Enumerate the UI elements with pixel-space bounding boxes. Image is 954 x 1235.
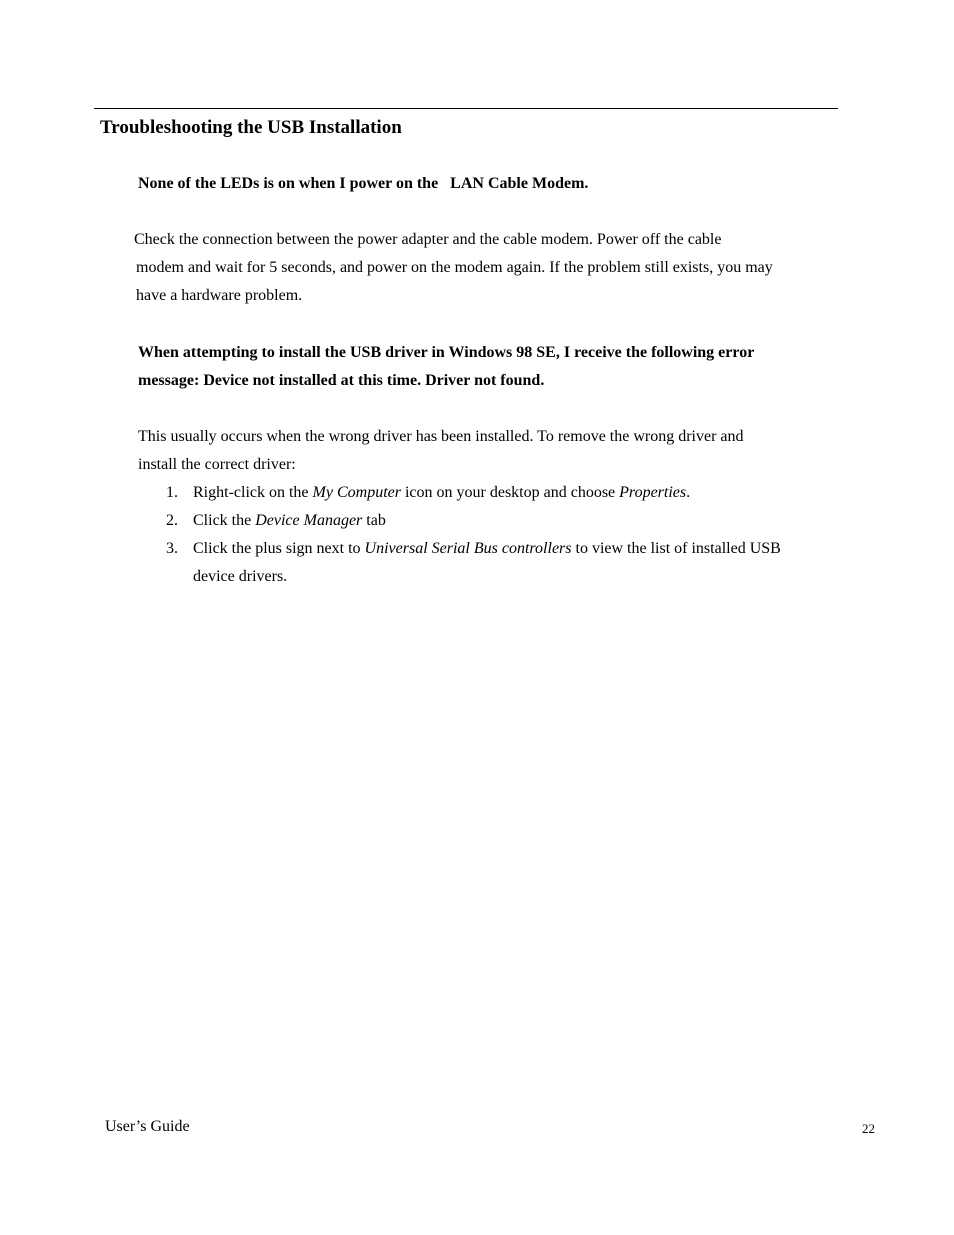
answer-line: modem and wait for 5 seconds, and power on the modem again. If the problem still exists, you may (136, 259, 773, 276)
step-number: 1. (166, 484, 178, 501)
answer-leds-off (134, 226, 879, 310)
step-text-part: Right-click on the (193, 484, 313, 501)
step-text (193, 507, 878, 535)
header-rule (94, 108, 838, 109)
question-line: When attempting to install the USB driver in Windows 98 SE, I receive the following error (138, 344, 755, 361)
step-emphasis-my-computer: My Computer (312, 484, 401, 501)
step-text (193, 479, 878, 507)
step-text-part: Click the plus sign next to (193, 540, 365, 557)
section-title: Troubleshooting the USB Installation (100, 117, 402, 138)
step-text-part: tab (362, 512, 386, 529)
answer-line: Check the connection between the power adapter and the cable modem. Power off the cable (134, 231, 722, 248)
step-emphasis-device-manager: Device Manager (255, 512, 363, 529)
answer-usb-driver-intro (138, 423, 878, 479)
step-text (193, 535, 878, 563)
footer-guide-label: User’s Guide (105, 1118, 190, 1135)
answer-line: have a hardware problem. (136, 287, 303, 304)
step-text-part: . (686, 484, 691, 501)
step-emphasis-properties: Properties (619, 484, 687, 501)
step-text-part: Click the (193, 512, 256, 529)
step-text-part: icon on your desktop and choose (400, 484, 620, 501)
step-text-continuation: device drivers. (193, 568, 288, 585)
list-item (166, 479, 878, 507)
step-number: 2. (166, 512, 178, 529)
step-number: 3. (166, 540, 178, 557)
list-item (166, 535, 878, 591)
steps-list (166, 479, 878, 591)
step-emphasis-usb-controllers: Universal Serial Bus controllers (364, 540, 572, 557)
question-usb-driver-error (138, 339, 878, 395)
answer-line: install the correct driver: (138, 456, 296, 473)
answer-line: This usually occurs when the wrong driver has been installed. To remove the wrong driver and (138, 428, 744, 445)
step-text-part: to view the list of installed USB (571, 540, 781, 557)
question-line: message: Device not installed at this time. Driver not found. (138, 372, 545, 389)
list-item (166, 507, 878, 535)
footer-page-number: 22 (862, 1121, 875, 1136)
question-leds-off: None of the LEDs is on when I power on the LAN Cable Modem. (138, 175, 589, 192)
